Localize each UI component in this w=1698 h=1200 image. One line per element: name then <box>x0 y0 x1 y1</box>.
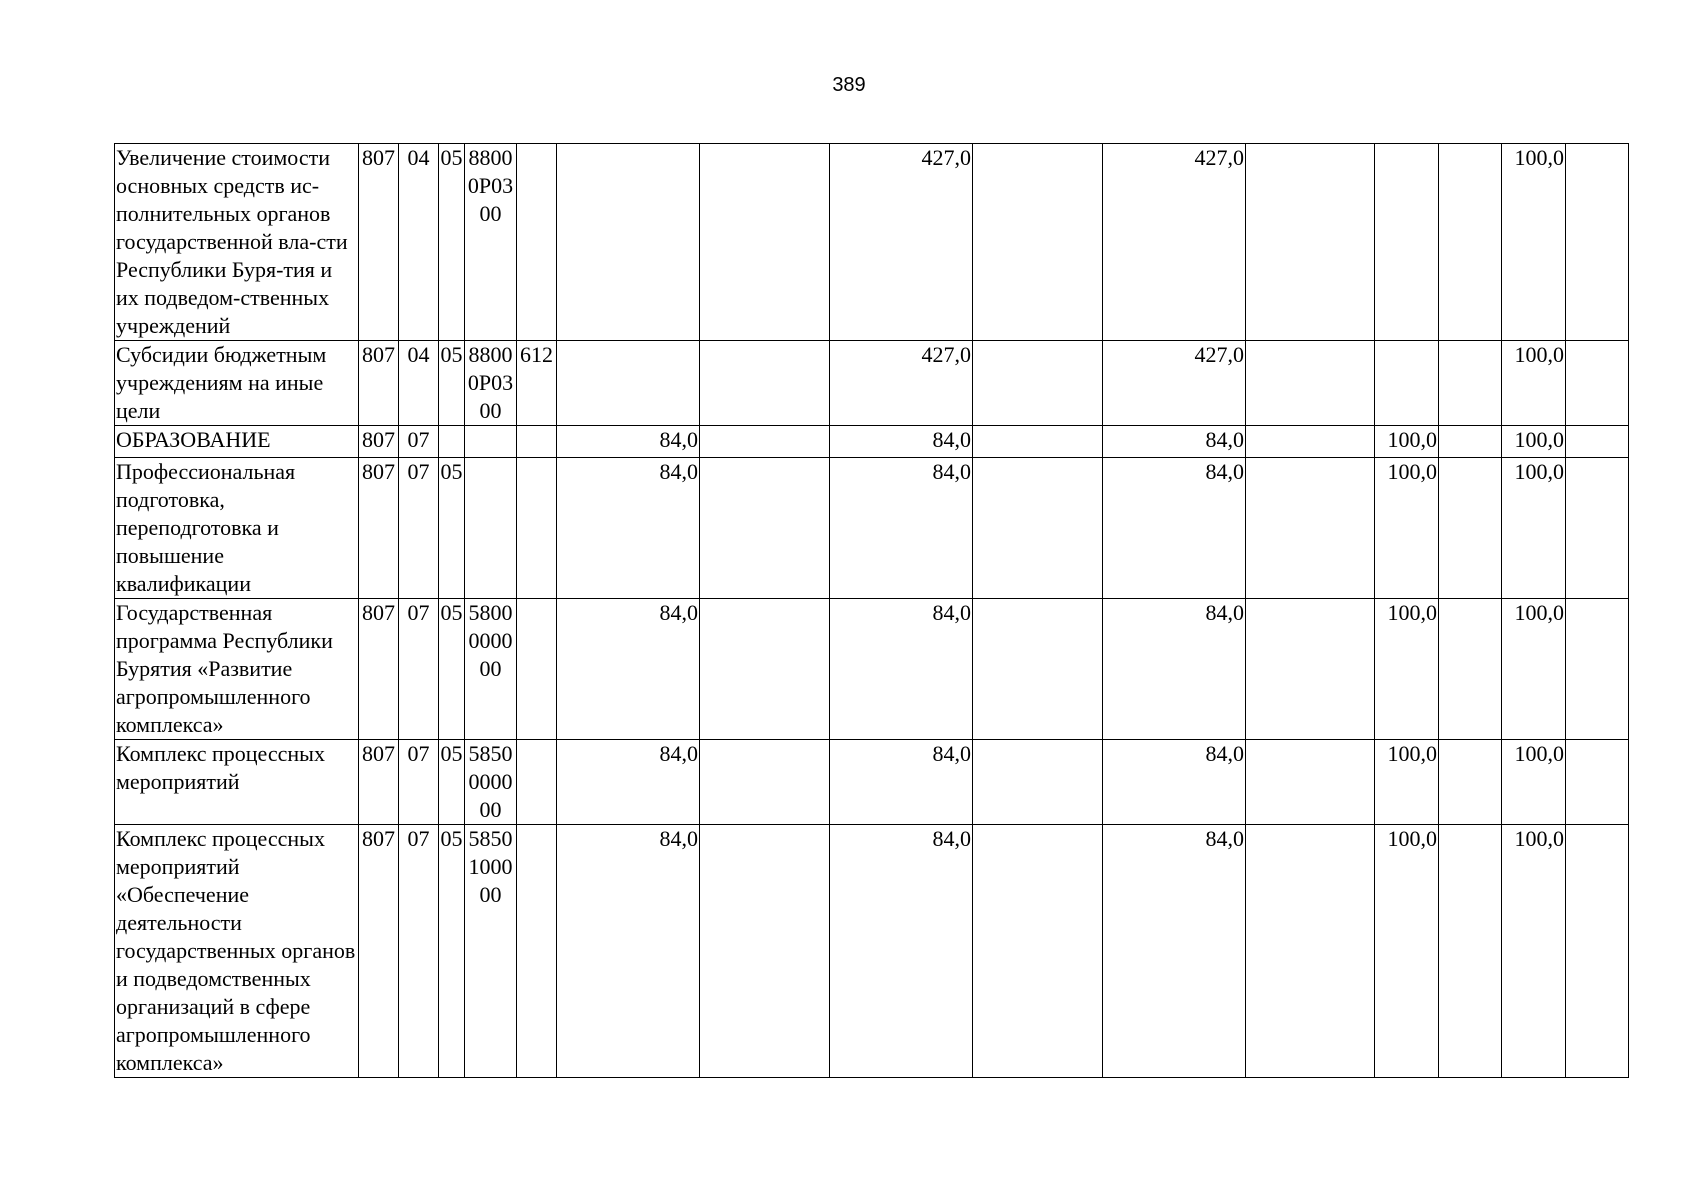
value-col-5: 84,0 <box>1103 458 1246 599</box>
code-ministry: 807 <box>359 599 399 740</box>
value-col-4 <box>973 341 1103 426</box>
table-row <box>115 599 1629 740</box>
value-col-8 <box>1439 825 1502 1078</box>
code-section: 04 <box>399 341 439 426</box>
value-col-4 <box>973 825 1103 1078</box>
code-target <box>465 458 517 599</box>
value-col-1: 84,0 <box>557 825 700 1078</box>
value-col-2 <box>700 341 830 426</box>
value-col-5: 84,0 <box>1103 825 1246 1078</box>
row-name: ОБРАЗОВАНИЕ <box>115 426 359 458</box>
value-col-6 <box>1246 599 1375 740</box>
page-number: 389 <box>832 74 866 96</box>
row-name: Субсидии бюджетным учреждениям на иные цели <box>115 341 359 426</box>
value-col-7 <box>1375 144 1439 341</box>
value-col-1: 84,0 <box>557 458 700 599</box>
value-col-10 <box>1566 825 1629 1078</box>
value-col-8 <box>1439 458 1502 599</box>
value-col-3: 84,0 <box>830 458 973 599</box>
value-col-1 <box>557 341 700 426</box>
value-col-2 <box>700 740 830 825</box>
value-col-7: 100,0 <box>1375 740 1439 825</box>
value-col-3: 427,0 <box>830 341 973 426</box>
value-col-6 <box>1246 740 1375 825</box>
value-col-9: 100,0 <box>1502 825 1566 1078</box>
code-expense-type <box>517 458 557 599</box>
value-col-1: 84,0 <box>557 599 700 740</box>
code-subsection: 05 <box>439 458 465 599</box>
value-col-6 <box>1246 144 1375 341</box>
row-name: Профессиональная подготовка, переподготовка и повышение квалификации <box>115 458 359 599</box>
code-target: 8800 0Р03 00 <box>465 341 517 426</box>
code-section: 07 <box>399 825 439 1078</box>
code-target: 5850 1000 00 <box>465 825 517 1078</box>
value-col-2 <box>700 144 830 341</box>
value-col-6 <box>1246 426 1375 458</box>
value-col-4 <box>973 426 1103 458</box>
code-ministry: 807 <box>359 144 399 341</box>
row-name: Комплекс процессных мероприятий «Обеспечение деятельности государственных органов и подведомственных организаций в сфере агропромышленного комплекса» <box>115 825 359 1078</box>
table-row <box>115 740 1629 825</box>
value-col-8 <box>1439 426 1502 458</box>
value-col-5: 427,0 <box>1103 341 1246 426</box>
code-ministry: 807 <box>359 458 399 599</box>
code-expense-type <box>517 144 557 341</box>
value-col-3: 84,0 <box>830 599 973 740</box>
code-target: 8800 0Р03 00 <box>465 144 517 341</box>
code-expense-type: 612 <box>517 341 557 426</box>
value-col-3: 427,0 <box>830 144 973 341</box>
value-col-9: 100,0 <box>1502 599 1566 740</box>
value-col-6 <box>1246 458 1375 599</box>
table-row <box>115 144 1629 341</box>
table-row <box>115 825 1629 1078</box>
value-col-7: 100,0 <box>1375 426 1439 458</box>
value-col-9: 100,0 <box>1502 426 1566 458</box>
code-ministry: 807 <box>359 341 399 426</box>
value-col-2 <box>700 458 830 599</box>
code-subsection: 05 <box>439 341 465 426</box>
value-col-5: 84,0 <box>1103 740 1246 825</box>
row-name: Государственная программа Республики Бурятия «Развитие агропромышленного комплекса» <box>115 599 359 740</box>
value-col-4 <box>973 144 1103 341</box>
code-section: 04 <box>399 144 439 341</box>
code-subsection: 05 <box>439 599 465 740</box>
table-row <box>115 341 1629 426</box>
code-section: 07 <box>399 426 439 458</box>
value-col-3: 84,0 <box>830 740 973 825</box>
value-col-4 <box>973 458 1103 599</box>
value-col-9: 100,0 <box>1502 341 1566 426</box>
value-col-10 <box>1566 426 1629 458</box>
value-col-9: 100,0 <box>1502 458 1566 599</box>
value-col-2 <box>700 599 830 740</box>
value-col-9: 100,0 <box>1502 144 1566 341</box>
code-target: 5850 0000 00 <box>465 740 517 825</box>
value-col-6 <box>1246 341 1375 426</box>
value-col-8 <box>1439 740 1502 825</box>
code-expense-type <box>517 426 557 458</box>
code-ministry: 807 <box>359 825 399 1078</box>
value-col-7: 100,0 <box>1375 825 1439 1078</box>
code-subsection <box>439 426 465 458</box>
code-section: 07 <box>399 740 439 825</box>
value-col-10 <box>1566 144 1629 341</box>
value-col-7: 100,0 <box>1375 458 1439 599</box>
value-col-2 <box>700 426 830 458</box>
value-col-7: 100,0 <box>1375 599 1439 740</box>
value-col-9: 100,0 <box>1502 740 1566 825</box>
value-col-4 <box>973 599 1103 740</box>
value-col-7 <box>1375 341 1439 426</box>
code-subsection: 05 <box>439 825 465 1078</box>
code-expense-type <box>517 825 557 1078</box>
value-col-1 <box>557 144 700 341</box>
code-expense-type <box>517 740 557 825</box>
value-col-5: 84,0 <box>1103 426 1246 458</box>
value-col-10 <box>1566 341 1629 426</box>
value-col-10 <box>1566 458 1629 599</box>
value-col-10 <box>1566 740 1629 825</box>
value-col-8 <box>1439 341 1502 426</box>
code-subsection: 05 <box>439 740 465 825</box>
code-section: 07 <box>399 599 439 740</box>
budget-table <box>114 143 1629 1078</box>
code-ministry: 807 <box>359 426 399 458</box>
row-name: Комплекс процессных мероприятий <box>115 740 359 825</box>
value-col-5: 84,0 <box>1103 599 1246 740</box>
value-col-1: 84,0 <box>557 740 700 825</box>
code-ministry: 807 <box>359 740 399 825</box>
value-col-2 <box>700 825 830 1078</box>
value-col-3: 84,0 <box>830 426 973 458</box>
code-target <box>465 426 517 458</box>
code-subsection: 05 <box>439 144 465 341</box>
value-col-8 <box>1439 144 1502 341</box>
table-row <box>115 426 1629 458</box>
value-col-5: 427,0 <box>1103 144 1246 341</box>
code-expense-type <box>517 599 557 740</box>
table-row <box>115 458 1629 599</box>
row-name: Увеличение стоимости основных средств ис-полнительных органов государственной вла-сти Республики Буря-тия и их подведом-ственных учреждений <box>115 144 359 341</box>
code-section: 07 <box>399 458 439 599</box>
code-target: 5800 0000 00 <box>465 599 517 740</box>
value-col-1: 84,0 <box>557 426 700 458</box>
value-col-3: 84,0 <box>830 825 973 1078</box>
value-col-6 <box>1246 825 1375 1078</box>
value-col-4 <box>973 740 1103 825</box>
value-col-10 <box>1566 599 1629 740</box>
value-col-8 <box>1439 599 1502 740</box>
